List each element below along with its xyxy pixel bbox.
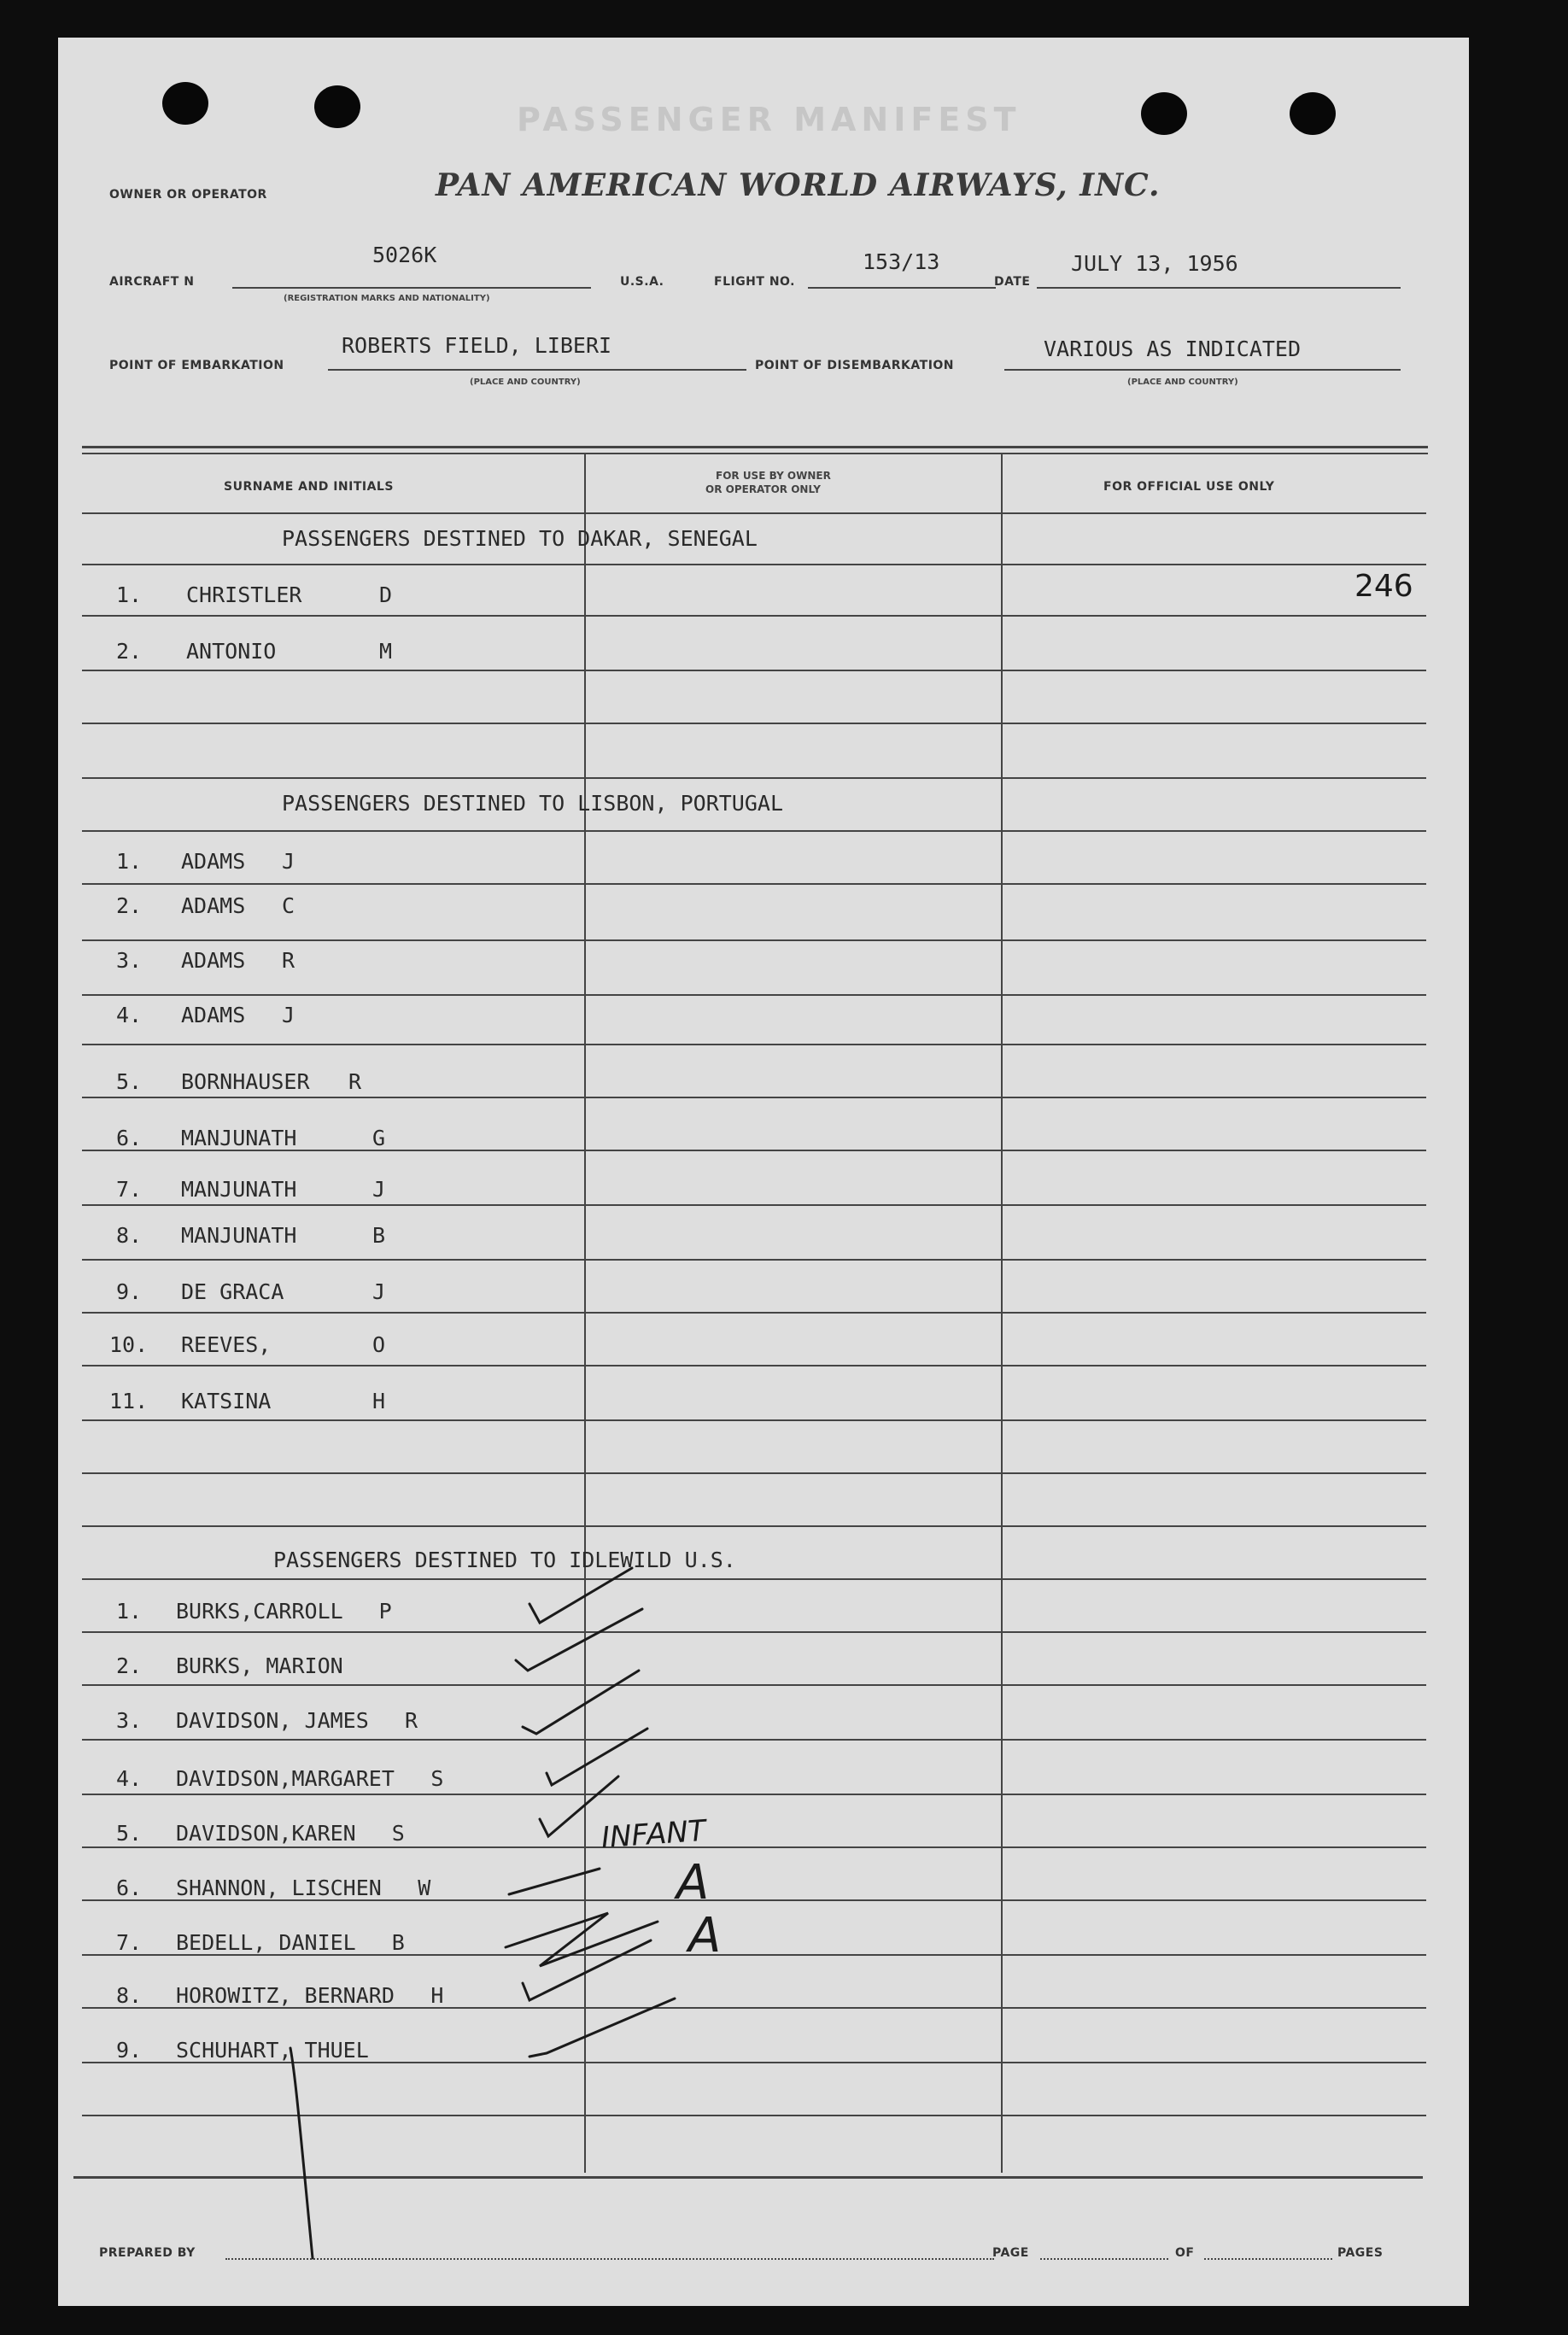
passenger-number: 6. (116, 1876, 143, 1900)
flight-number: 153/13 (863, 249, 940, 274)
passenger-number: 1. (116, 1599, 143, 1624)
passenger-name: ANTONIO (186, 639, 277, 664)
passenger-name: DAVIDSON,MARGARET (176, 1766, 395, 1791)
passenger-name: SCHUHART, THUEL (176, 2038, 369, 2063)
passenger-name: SHANNON, LISCHEN (176, 1876, 382, 1900)
flight-date: JULY 13, 1956 (1071, 251, 1238, 276)
passenger-number: 11. (109, 1389, 149, 1413)
passenger-initial: R (348, 1069, 362, 1094)
passenger-name: CHRISTLER (186, 582, 302, 607)
passenger-number: 2. (116, 1653, 143, 1678)
disembark-value: VARIOUS AS INDICATED (1044, 336, 1302, 361)
prepared-underline (225, 2258, 994, 2260)
column-header-official: FOR OFFICIAL USE ONLY (1103, 480, 1275, 494)
country-label: U.S.A. (620, 275, 664, 289)
passenger-number: 6. (116, 1126, 143, 1150)
passenger-name: HOROWITZ, BERNARD (176, 1983, 395, 2008)
passenger-initial: G (372, 1126, 386, 1150)
passenger-name: REEVES, (181, 1332, 272, 1357)
passenger-name: MANJUNATH (181, 1177, 297, 1202)
section-heading: PASSENGERS DESTINED TO IDLEWILD U.S. (273, 1548, 736, 1572)
passenger-number: 8. (116, 1223, 143, 1248)
aircraft-label: AIRCRAFT N (109, 275, 195, 289)
passenger-name: ADAMS (181, 849, 246, 874)
check-mark-3 (523, 1671, 639, 1734)
passenger-initial: R (282, 948, 295, 973)
aircraft-number: 5026K (372, 243, 437, 267)
section-heading: PASSENGERS DESTINED TO DAKAR, SENEGAL (282, 526, 758, 551)
check-mark-1 (529, 1568, 632, 1623)
passenger-number: 2. (116, 893, 143, 918)
embark-label: POINT OF EMBARKATION (109, 359, 284, 372)
passenger-number: 10. (109, 1332, 149, 1357)
passenger-initial: W (418, 1876, 431, 1900)
passenger-initial: P (378, 1599, 392, 1624)
faint-title: PASSENGER MANIFEST (517, 101, 1021, 138)
column-header-operator-2: OR OPERATOR ONLY (705, 483, 821, 495)
embark-value: ROBERTS FIELD, LIBERI (342, 333, 612, 358)
date-label: DATE (994, 275, 1031, 289)
page-underline (1040, 2258, 1168, 2260)
passenger-number: 1. (116, 582, 143, 607)
passenger-name: BORNHAUSER (181, 1069, 310, 1094)
passenger-initial: S (430, 1766, 444, 1791)
passenger-name: DE GRACA (181, 1279, 284, 1304)
passenger-name: ADAMS (181, 893, 246, 918)
infant-note: INFANT (600, 1813, 707, 1856)
place-note-embark: (PLACE AND COUNTRY) (470, 377, 581, 387)
passenger-initial: J (372, 1177, 386, 1202)
prepared-label: PREPARED BY (99, 2246, 196, 2260)
passenger-number: 8. (116, 1983, 143, 2008)
passenger-number: 9. (116, 2038, 143, 2063)
passenger-name: BURKS, MARION (176, 1653, 343, 1678)
dash-mark-7 (506, 1913, 658, 1966)
passenger-name: DAVIDSON,KAREN (176, 1821, 356, 1846)
passenger-number: 4. (116, 1766, 143, 1791)
owner-label: OWNER OR OPERATOR (109, 188, 267, 202)
section-heading: PASSENGERS DESTINED TO LISBON, PORTUGAL (282, 791, 783, 816)
passenger-number: 7. (116, 1930, 143, 1955)
passenger-initial: H (430, 1983, 444, 2008)
passenger-initial: J (282, 1003, 295, 1027)
place-note-disembark: (PLACE AND COUNTRY) (1127, 377, 1238, 387)
passenger-name: DAVIDSON, JAMES (176, 1708, 369, 1733)
passenger-number: 2. (116, 639, 143, 664)
passenger-name: MANJUNATH (181, 1126, 297, 1150)
check-mark-9 (529, 1999, 675, 2057)
pages-label: PAGES (1337, 2246, 1384, 2260)
column-header-operator-1: FOR USE BY OWNER (716, 470, 831, 482)
passenger-name: BURKS,CARROLL (176, 1599, 343, 1624)
flight-label: FLIGHT NO. (714, 275, 795, 289)
passenger-initial: J (372, 1279, 386, 1304)
passenger-initial: H (372, 1389, 386, 1413)
disembark-label: POINT OF DISEMBARKATION (755, 359, 955, 372)
handwritten-mark-a-1: A (676, 1855, 710, 1911)
passenger-number: 5. (116, 1069, 143, 1094)
passenger-name: KATSINA (181, 1389, 272, 1413)
passenger-number: 1. (116, 849, 143, 874)
passenger-number: 3. (116, 1708, 143, 1733)
passenger-initial: B (391, 1930, 405, 1955)
signature-stroke (290, 2048, 313, 2258)
column-header-surname: SURNAME AND INITIALS (224, 480, 394, 494)
passenger-name: MANJUNATH (181, 1223, 297, 1248)
passenger-initial: R (405, 1708, 418, 1733)
company-name: PAN AMERICAN WORLD AIRWAYS, INC. (436, 167, 1161, 203)
passenger-number: 3. (116, 948, 143, 973)
passenger-initial: M (379, 639, 393, 664)
passenger-initial: S (391, 1821, 405, 1846)
page-label: PAGE (992, 2246, 1029, 2260)
passenger-initial: D (379, 582, 393, 607)
passenger-initial: O (372, 1332, 386, 1357)
official-number: 246 (1354, 569, 1413, 604)
passenger-number: 5. (116, 1821, 143, 1846)
passenger-initial: C (282, 893, 295, 918)
passenger-number: 4. (116, 1003, 143, 1027)
passenger-name: BEDELL, DANIEL (176, 1930, 356, 1955)
passenger-initial: J (282, 849, 295, 874)
of-label: OF (1175, 2246, 1195, 2260)
of-underline (1204, 2258, 1332, 2260)
passenger-initial: B (372, 1223, 386, 1248)
passenger-number: 7. (116, 1177, 143, 1202)
passenger-name: ADAMS (181, 948, 246, 973)
handwritten-mark-a-2: A (688, 1908, 722, 1963)
passenger-name: ADAMS (181, 1003, 246, 1027)
dash-mark-6 (509, 1869, 600, 1894)
check-mark-2 (516, 1609, 642, 1671)
passenger-number: 9. (116, 1279, 143, 1304)
check-mark-4 (547, 1729, 647, 1785)
registration-note: (REGISTRATION MARKS AND NATIONALITY) (284, 294, 490, 303)
